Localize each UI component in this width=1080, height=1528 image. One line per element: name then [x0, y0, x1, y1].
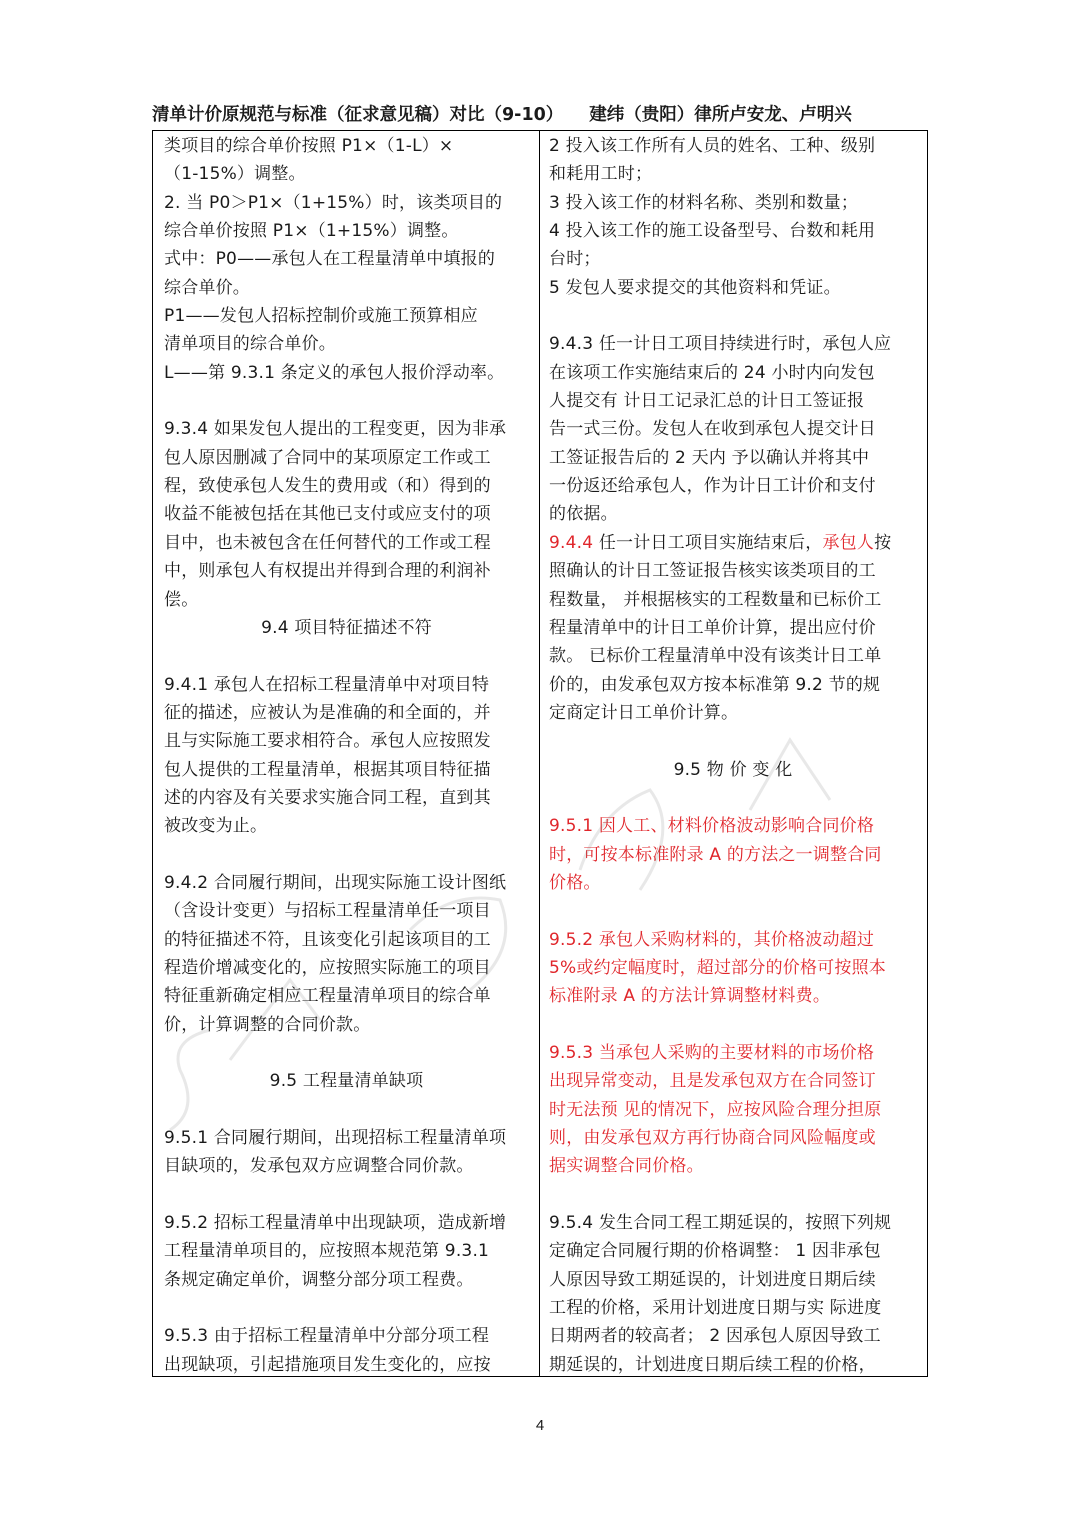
right-line: 在该项工作实施结束后的 24 小时内向发包 [549, 362, 875, 383]
left-line: P1——发包人招标控制价或施工预算相应 [164, 306, 478, 327]
left-line: 包人原因删减了合同中的某项原定工作或工 [164, 447, 491, 468]
left-line: 类项目的综合单价按照 P1×（1-L）× [164, 136, 454, 156]
left-line: 出现缺项，引起措施项目发生变化的，应按 [164, 1354, 491, 1375]
left-line: （1-15%）调整。 [164, 164, 306, 185]
right-line: 价格。 [549, 872, 601, 893]
left-line [164, 1294, 529, 1322]
right-line: 定确定合同履行期的价格调整： 1 因非承包 [549, 1241, 881, 1262]
left-line: 包人提供的工程量清单，根据其项目特征描 [164, 759, 491, 780]
right-line: 9.5.2 承包人采购材料的，其价格波动超过 [549, 929, 875, 950]
left-line: 收益不能被包括在其他已支付或应支付的项 [164, 504, 491, 525]
left-line: 目缺项的，发承包双方应调整合同价款。 [164, 1156, 474, 1177]
left-line [164, 1039, 529, 1067]
header-authors: 建纬（贵阳）律所卢安龙、卢明兴 [589, 105, 852, 125]
right-line: 据实调整合同价格。 [549, 1156, 704, 1177]
left-line: 9.5 工程量清单缺项 [269, 1071, 424, 1092]
right-line: 3 投入该工作的材料名称、类别和数量； [549, 192, 859, 213]
right-line: 和耗用工时； [549, 164, 653, 185]
clause-number: 9.4.4 [549, 532, 599, 553]
right-line: 人原因导致工期延误的，计划进度日期后续 [549, 1269, 876, 1290]
left-line: L——第 9.3.1 条定义的承包人报价浮动率。 [164, 362, 505, 383]
left-line: 9.3.4 如果发包人提出的工程变更，因为非承 [164, 419, 507, 440]
right-line: 出现异常变动，且是发承包双方在合同签订 [549, 1071, 876, 1092]
right-line: 工签证报告后的 2 天内 予以确认并将其中 [549, 447, 870, 468]
right-line: 一份返还给承包人，作为计日工计价和支付 [549, 476, 876, 497]
left-line: 中，则承包人有权提出并得到合理的利润补 [164, 561, 491, 582]
right-line [549, 784, 917, 812]
left-line: 征的描述，应被认为是准确的和全面的，并 [164, 702, 491, 723]
left-line: 程造价增减变化的，应按照实际施工的项目 [164, 957, 491, 978]
right-line: 的依据。 [549, 504, 618, 525]
left-line: 式中：P0——承包人在工程量清单中填报的 [164, 249, 496, 270]
left-line [164, 1181, 529, 1209]
right-line: 期延误的，计划进度日期后续工程的价格， [549, 1354, 876, 1375]
left-line [164, 387, 529, 415]
page-number: 4 [535, 1417, 545, 1434]
left-line: 程，致使承包人发生的费用或（和）得到的 [164, 476, 491, 497]
right-line: 9.5 物 价 变 化 [673, 759, 793, 780]
right-line: 程量清单中的计日工单价计算，提出应付价 [549, 617, 876, 638]
right-line: 4 投入该工作的施工设备型号、台数和耗用 [549, 221, 876, 242]
left-line: 9.4.2 合同履行期间，出现实际施工设计图纸 [164, 872, 507, 893]
right-line [549, 529, 917, 557]
right-line [549, 302, 917, 330]
left-line: 2. 当 P0＞P1×（1+15%）时，该类项目的 [164, 192, 503, 213]
right-line: 款。 已标价工程量清单中没有该类计日工单 [549, 646, 882, 667]
left-line: 9.4 项目特征描述不符 [261, 617, 432, 638]
right-line: 9.5.1 因人工、材料价格波动影响合同价格 [549, 816, 875, 837]
left-line: 的特征描述不符，且该变化引起该项目的工 [164, 929, 491, 950]
left-line: 综合单价按照 P1×（1+15%）调整。 [164, 221, 459, 242]
right-line: 告一式三份。发包人在收到承包人提交计日 [549, 419, 876, 440]
left-line: 述的内容及有关要求实施合同工程，直到其 [164, 787, 491, 808]
right-line [549, 897, 917, 925]
right-line: 2 投入该工作所有人员的姓名、工种、级别 [549, 136, 876, 156]
left-line: 目中，也未被包含在任何替代的工作或工程 [164, 532, 491, 553]
right-line: 9.5.3 当承包人采购的主要材料的市场价格 [549, 1043, 875, 1063]
left-line: 9.5.1 合同履行期间，出现招标工程量清单项 [164, 1128, 507, 1149]
right-line: 时无法预 见的情况下，应按风险合理分担原 [549, 1099, 882, 1120]
right-line: 9.5.4 发生合同工程工期延误的，按照下列规 [549, 1213, 892, 1234]
right-line: 时，可按本标准附录 A 的方法之一调整合同 [549, 844, 882, 865]
right-line [549, 727, 917, 755]
left-line: 9.5.3 由于招标工程量清单中分部分项工程 [164, 1326, 490, 1347]
right-line: 工程的价格，采用计划进度日期与实 际进度 [549, 1298, 882, 1319]
left-line: 工程量清单项目的，应按照本规范第 9.3.1 [164, 1241, 490, 1262]
left-line: （含设计变更）与招标工程量清单任一项目 [164, 901, 491, 922]
left-line: 特征重新确定相应工程量清单项目的综合单 [164, 986, 491, 1007]
right-line: 5 发包人要求提交的其他资料和凭证。 [549, 277, 841, 298]
right-line: 日期两者的较高者； 2 因承包人原因导致工 [549, 1326, 881, 1347]
left-line [164, 642, 529, 670]
header-title: 清单计价原规范与标准（征求意见稿）对比（9-10） [152, 105, 564, 125]
line-text-tail: 按 [874, 532, 892, 553]
left-line: 被改变为止。 [164, 816, 268, 837]
right-line: 程数量， 并根据核实的工程数量和已标价工 [549, 589, 882, 610]
right-line: 9.4.3 任一计日工项目持续进行时，承包人应 [549, 334, 892, 355]
left-line: 且与实际施工要求相符合。承包人应按照发 [164, 731, 491, 752]
left-line: 偿。 [164, 589, 199, 610]
highlighted-text: 承包人 [822, 532, 875, 553]
right-line [549, 1011, 917, 1039]
right-column-draft-standard [540, 130, 927, 1376]
comparison-table [152, 130, 928, 1377]
left-line: 价，计算调整的合同价款。 [164, 1014, 371, 1035]
right-line: 价的，由发承包双方按本标准第 9.2 节的规 [549, 674, 881, 695]
right-line: 5%或约定幅度时，超过部分的价格可按照本 [549, 957, 886, 978]
left-line: 条规定确定单价，调整分部分项工程费。 [164, 1269, 474, 1290]
right-line: 照确认的计日工签证报告核实该类项目的工 [549, 561, 876, 582]
left-column-original-code [153, 130, 540, 1376]
left-line [164, 1096, 529, 1124]
line-text: 任一计日工项目实施结束后， [598, 532, 823, 553]
left-line: 清单项目的综合单价。 [164, 334, 336, 355]
document-header [152, 100, 928, 131]
left-line: 综合单价。 [164, 277, 250, 298]
left-line: 9.4.1 承包人在招标工程量清单中对项目特 [164, 674, 490, 695]
right-line: 人提交有 计日工记录汇总的计日工签证报 [549, 391, 865, 412]
left-line: 9.5.2 招标工程量清单中出现缺项，造成新增 [164, 1213, 507, 1234]
right-line: 定商定计日工单价计算。 [549, 702, 739, 723]
right-line: 则，由发承包双方再行协商合同风险幅度或 [549, 1128, 876, 1149]
right-line [549, 1181, 917, 1209]
right-line: 台时； [549, 249, 601, 270]
right-line: 标准附录 A 的方法计算调整材料费。 [549, 986, 831, 1007]
left-line [164, 841, 529, 869]
